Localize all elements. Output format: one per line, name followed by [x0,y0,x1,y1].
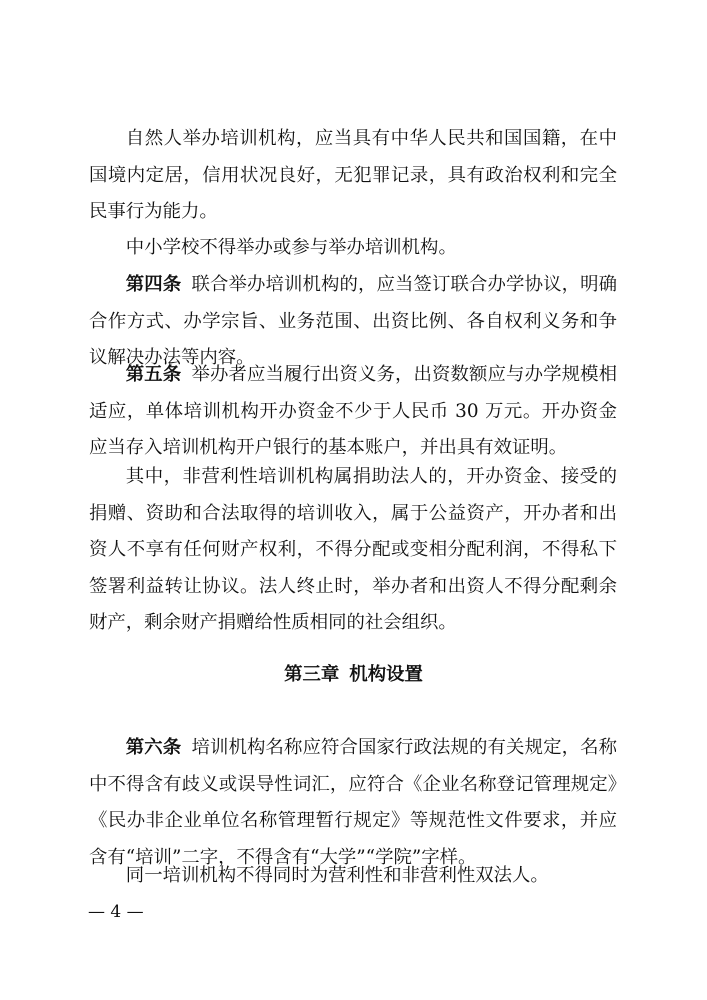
paragraph-school-restriction: 中小学校不得举办或参与举办培训机构。 [125,237,457,258]
article-5-paragraph [89,357,617,467]
paragraph-dual-legal-person: 同一培训机构不得同时为营利性和非营利性双法人。 [125,865,549,886]
article-6-text: 培训机构名称应符合国家行政法规的有关规定，名称中不得含有歧义或误导性词汇，应符合《企业名称登记管理规定》《民办非企业单位名称管理暂行规定》等规范性文件要求，并应含有“培训”二字，不得含有“大学”“学院”字样。 [89,737,617,868]
chapter-heading [0,661,707,689]
article-6-label: 第六条 [125,737,182,758]
chapter-number: 第三章 [284,664,340,685]
article-5-text: 举办者应当履行出资义务，出资数额应与办学规模相适应，单体培训机构开办资金不少于人民币 30 万元。开办资金应当存入培训机构开户银行的基本账户，并出具有效证明。 [89,364,617,458]
chapter-title: 机构设置 [349,664,423,685]
paragraph-nonprofit-assets: 其中，非营利性培训机构属捐助法人的，开办资金、接受的捐赠、资助和合法取得的培训收入，属于公益资产，开办者和出资人不享有任何财产权利，不得分配或变相分配利润，不得私下签署利益转让协议。法人终止时，举办者和出资人不得分配剩余财产，剩余财产捐赠给性质相同的社会组织。 [89,466,617,633]
paragraph-natural-person-requirements: 自然人举办培训机构，应当具有中华人民共和国国籍，在中国境内定居，信用状况良好，无犯罪记录，具有政治权利和完全民事行为能力。 [89,128,617,222]
article-5-label: 第五条 [125,364,182,385]
page-number: — 4 — [88,902,144,922]
article-6-paragraph [89,730,617,876]
article-4-label: 第四条 [125,274,182,295]
article-4-text: 联合举办培训机构的，应当签订联合办学协议，明确合作方式、办学宗旨、业务范围、出资比例、各自权利义务和争议解决办法等内容。 [89,274,617,368]
